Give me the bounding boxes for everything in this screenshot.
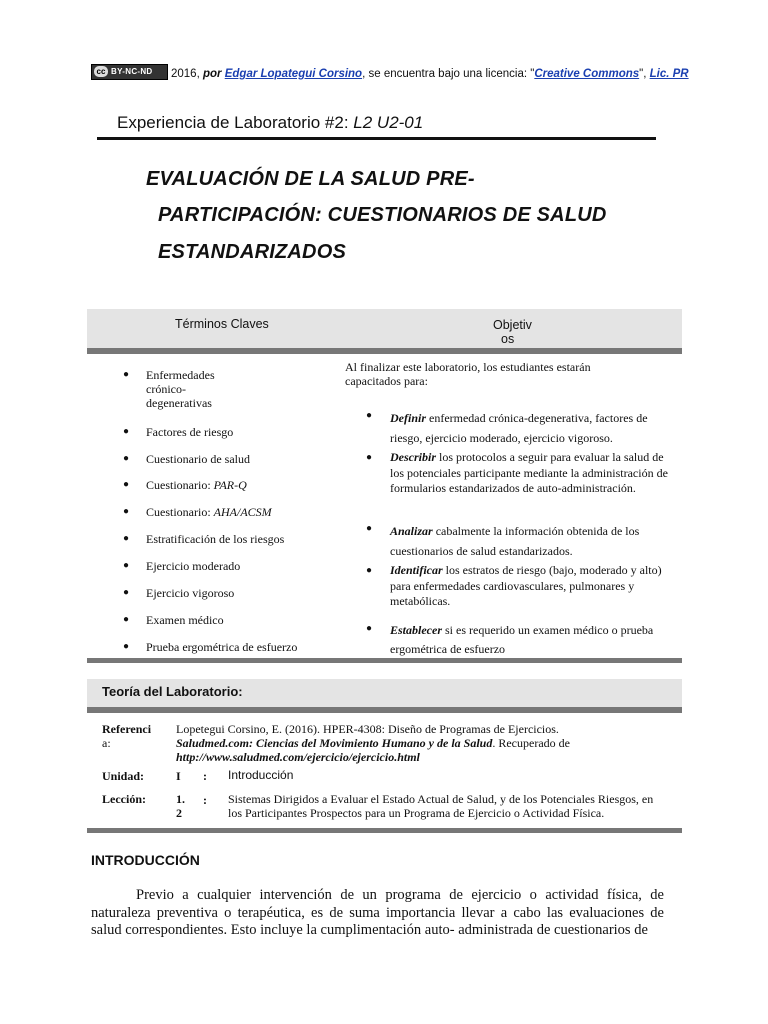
objectives-heading-line-1: Objetiv bbox=[493, 318, 532, 332]
lic-pr-link[interactable]: Lic. PR bbox=[649, 68, 689, 80]
bullet-icon: ● bbox=[366, 410, 373, 421]
bullet-icon: ● bbox=[123, 533, 130, 544]
objective-text: Definir enfermedad crónica-degenerativa, factores de riesgo, ejercicio moderado, ejercicio vigoroso. bbox=[390, 411, 648, 445]
key-terms-bottom-rule bbox=[87, 658, 682, 663]
objective-text: Identificar los estratos de riesgo (bajo, moderado y alto) para enfermedades cardiovasculares, pulmonares y metabólicas. bbox=[390, 563, 662, 608]
unit-colon: : bbox=[203, 769, 207, 783]
reference-line-1: Lopetegui Corsino, E. (2016). HPER-4308: Diseño de Programas de Ejercicios. bbox=[176, 722, 559, 736]
objective-text: Establecer si es requerido un examen médico o prueba ergométrica de esfuerzo bbox=[390, 623, 654, 656]
reference-line-2: Saludmed.com: Ciencias del Movimiento Humano y de la Salud. Recuperado de bbox=[176, 736, 570, 750]
intro-heading: INTRODUCCIÓN bbox=[91, 852, 200, 868]
reference-label: Referenci a: bbox=[102, 722, 152, 750]
bullet-icon: ● bbox=[123, 560, 130, 571]
term-text: Cuestionario: PAR-Q bbox=[146, 478, 247, 492]
reference-text bbox=[176, 722, 656, 764]
lab-heading bbox=[117, 113, 423, 133]
term-text: Prueba ergométrica de esfuerzo bbox=[146, 640, 298, 654]
lesson-text: Sistemas Dirigidos a Evaluar el Estado Actual de Salud, y de los Potenciales Riesgos, en los Participantes Prospectos para un Programa de Ejercicio o Actividad Física. bbox=[228, 792, 654, 820]
cc-license-badge-icon[interactable] bbox=[91, 64, 168, 80]
lab-code: L2 U2-01 bbox=[353, 113, 424, 132]
objectives-heading bbox=[493, 318, 533, 346]
unit-label: Unidad: bbox=[102, 769, 145, 783]
lesson-label: Lección: bbox=[102, 792, 146, 806]
lesson-colon: : bbox=[203, 793, 207, 807]
theory-header-rule bbox=[87, 707, 682, 713]
bullet-icon: ● bbox=[123, 479, 130, 490]
theory-bottom-rule bbox=[87, 828, 682, 833]
license-por: por bbox=[202, 68, 222, 80]
unit-text: Introducción bbox=[228, 768, 294, 782]
bullet-icon: ● bbox=[366, 523, 373, 534]
bullet-icon: ● bbox=[123, 506, 130, 517]
term-text: Ejercicio moderado bbox=[146, 559, 241, 573]
cc-badge-text: BY-NC-ND bbox=[111, 67, 153, 76]
lab-label: Experiencia de Laboratorio #2: bbox=[117, 113, 349, 132]
reference-site: Saludmed.com: Ciencias del Movimiento Humano y de la Salud bbox=[176, 736, 493, 750]
reference-url-link[interactable]: http://www.saludmed.com/ejercicio/ejercicio.html bbox=[176, 750, 420, 764]
bullet-icon: ● bbox=[123, 587, 130, 598]
lesson-number: 1. 2 bbox=[176, 792, 185, 820]
license-middle: , se encuentra bajo una licencia: " bbox=[362, 68, 535, 80]
objective-text: Analizar cabalmente la información obtenida de los cuestionarios de salud estandarizados. bbox=[390, 524, 640, 558]
bullet-icon: ● bbox=[366, 623, 373, 634]
term-italic-aha: AHA/ACSM bbox=[213, 505, 272, 519]
bullet-icon: ● bbox=[123, 369, 130, 380]
bullet-icon: ● bbox=[123, 641, 130, 652]
objective-text: Describir los protocolos a seguir para evaluar la salud de los potenciales participante mediante la administración de formularios estandarizados de auto-administración. bbox=[390, 450, 668, 495]
term-italic-parq: PAR-Q bbox=[213, 478, 247, 492]
theory-title: Teoría del Laboratorio: bbox=[102, 684, 243, 699]
bullet-icon: ● bbox=[366, 452, 373, 463]
term-text: Examen médico bbox=[146, 613, 224, 627]
heading-divider bbox=[97, 137, 656, 140]
term-text: Factores de riesgo bbox=[146, 425, 234, 439]
bullet-icon: ● bbox=[123, 614, 130, 625]
author-link[interactable]: Edgar Lopategui Corsino bbox=[224, 68, 363, 80]
license-line bbox=[91, 64, 689, 80]
bullet-icon: ● bbox=[123, 453, 130, 464]
intro-paragraph: Previo a cualquier intervención de un programa de ejercicio o actividad física, de naturaleza preventiva o terapéutica, es de suma importancia llevar a cabo las evaluaciones de salud correspondientes. Esto incluye la cumplimentación auto- administrada de cuestionarios de bbox=[91, 887, 664, 938]
term-text: Cuestionario de salud bbox=[146, 452, 250, 466]
term-text: Estratificación de los riesgos bbox=[146, 532, 285, 546]
objectives-heading-line-2: os bbox=[501, 332, 515, 346]
key-terms-heading: Términos Claves bbox=[175, 317, 269, 331]
creative-commons-link[interactable]: Creative Commons bbox=[534, 68, 640, 80]
license-sep: ", bbox=[639, 68, 650, 80]
key-terms-header-rule bbox=[87, 348, 682, 354]
bullet-icon: ● bbox=[366, 565, 373, 576]
term-text: Enfermedades crónico-degenerativas bbox=[146, 368, 215, 410]
title-line-3: ESTANDARIZADOS bbox=[158, 241, 346, 263]
bullet-icon: ● bbox=[123, 426, 130, 437]
objectives-intro: Al finalizar este laboratorio, los estudiantes estarán capacitados para: bbox=[345, 360, 591, 388]
cc-badge-logo: cc bbox=[94, 66, 108, 77]
unit-number: I bbox=[176, 769, 181, 783]
license-year: 2016, bbox=[171, 68, 200, 80]
term-text: Cuestionario: AHA/ACSM bbox=[146, 505, 272, 519]
title-line-1: EVALUACIÓN DE LA SALUD PRE- bbox=[146, 168, 475, 190]
term-text: Ejercicio vigoroso bbox=[146, 586, 235, 600]
title-line-2: PARTICIPACIÓN: CUESTIONARIOS DE SALUD bbox=[158, 204, 607, 226]
